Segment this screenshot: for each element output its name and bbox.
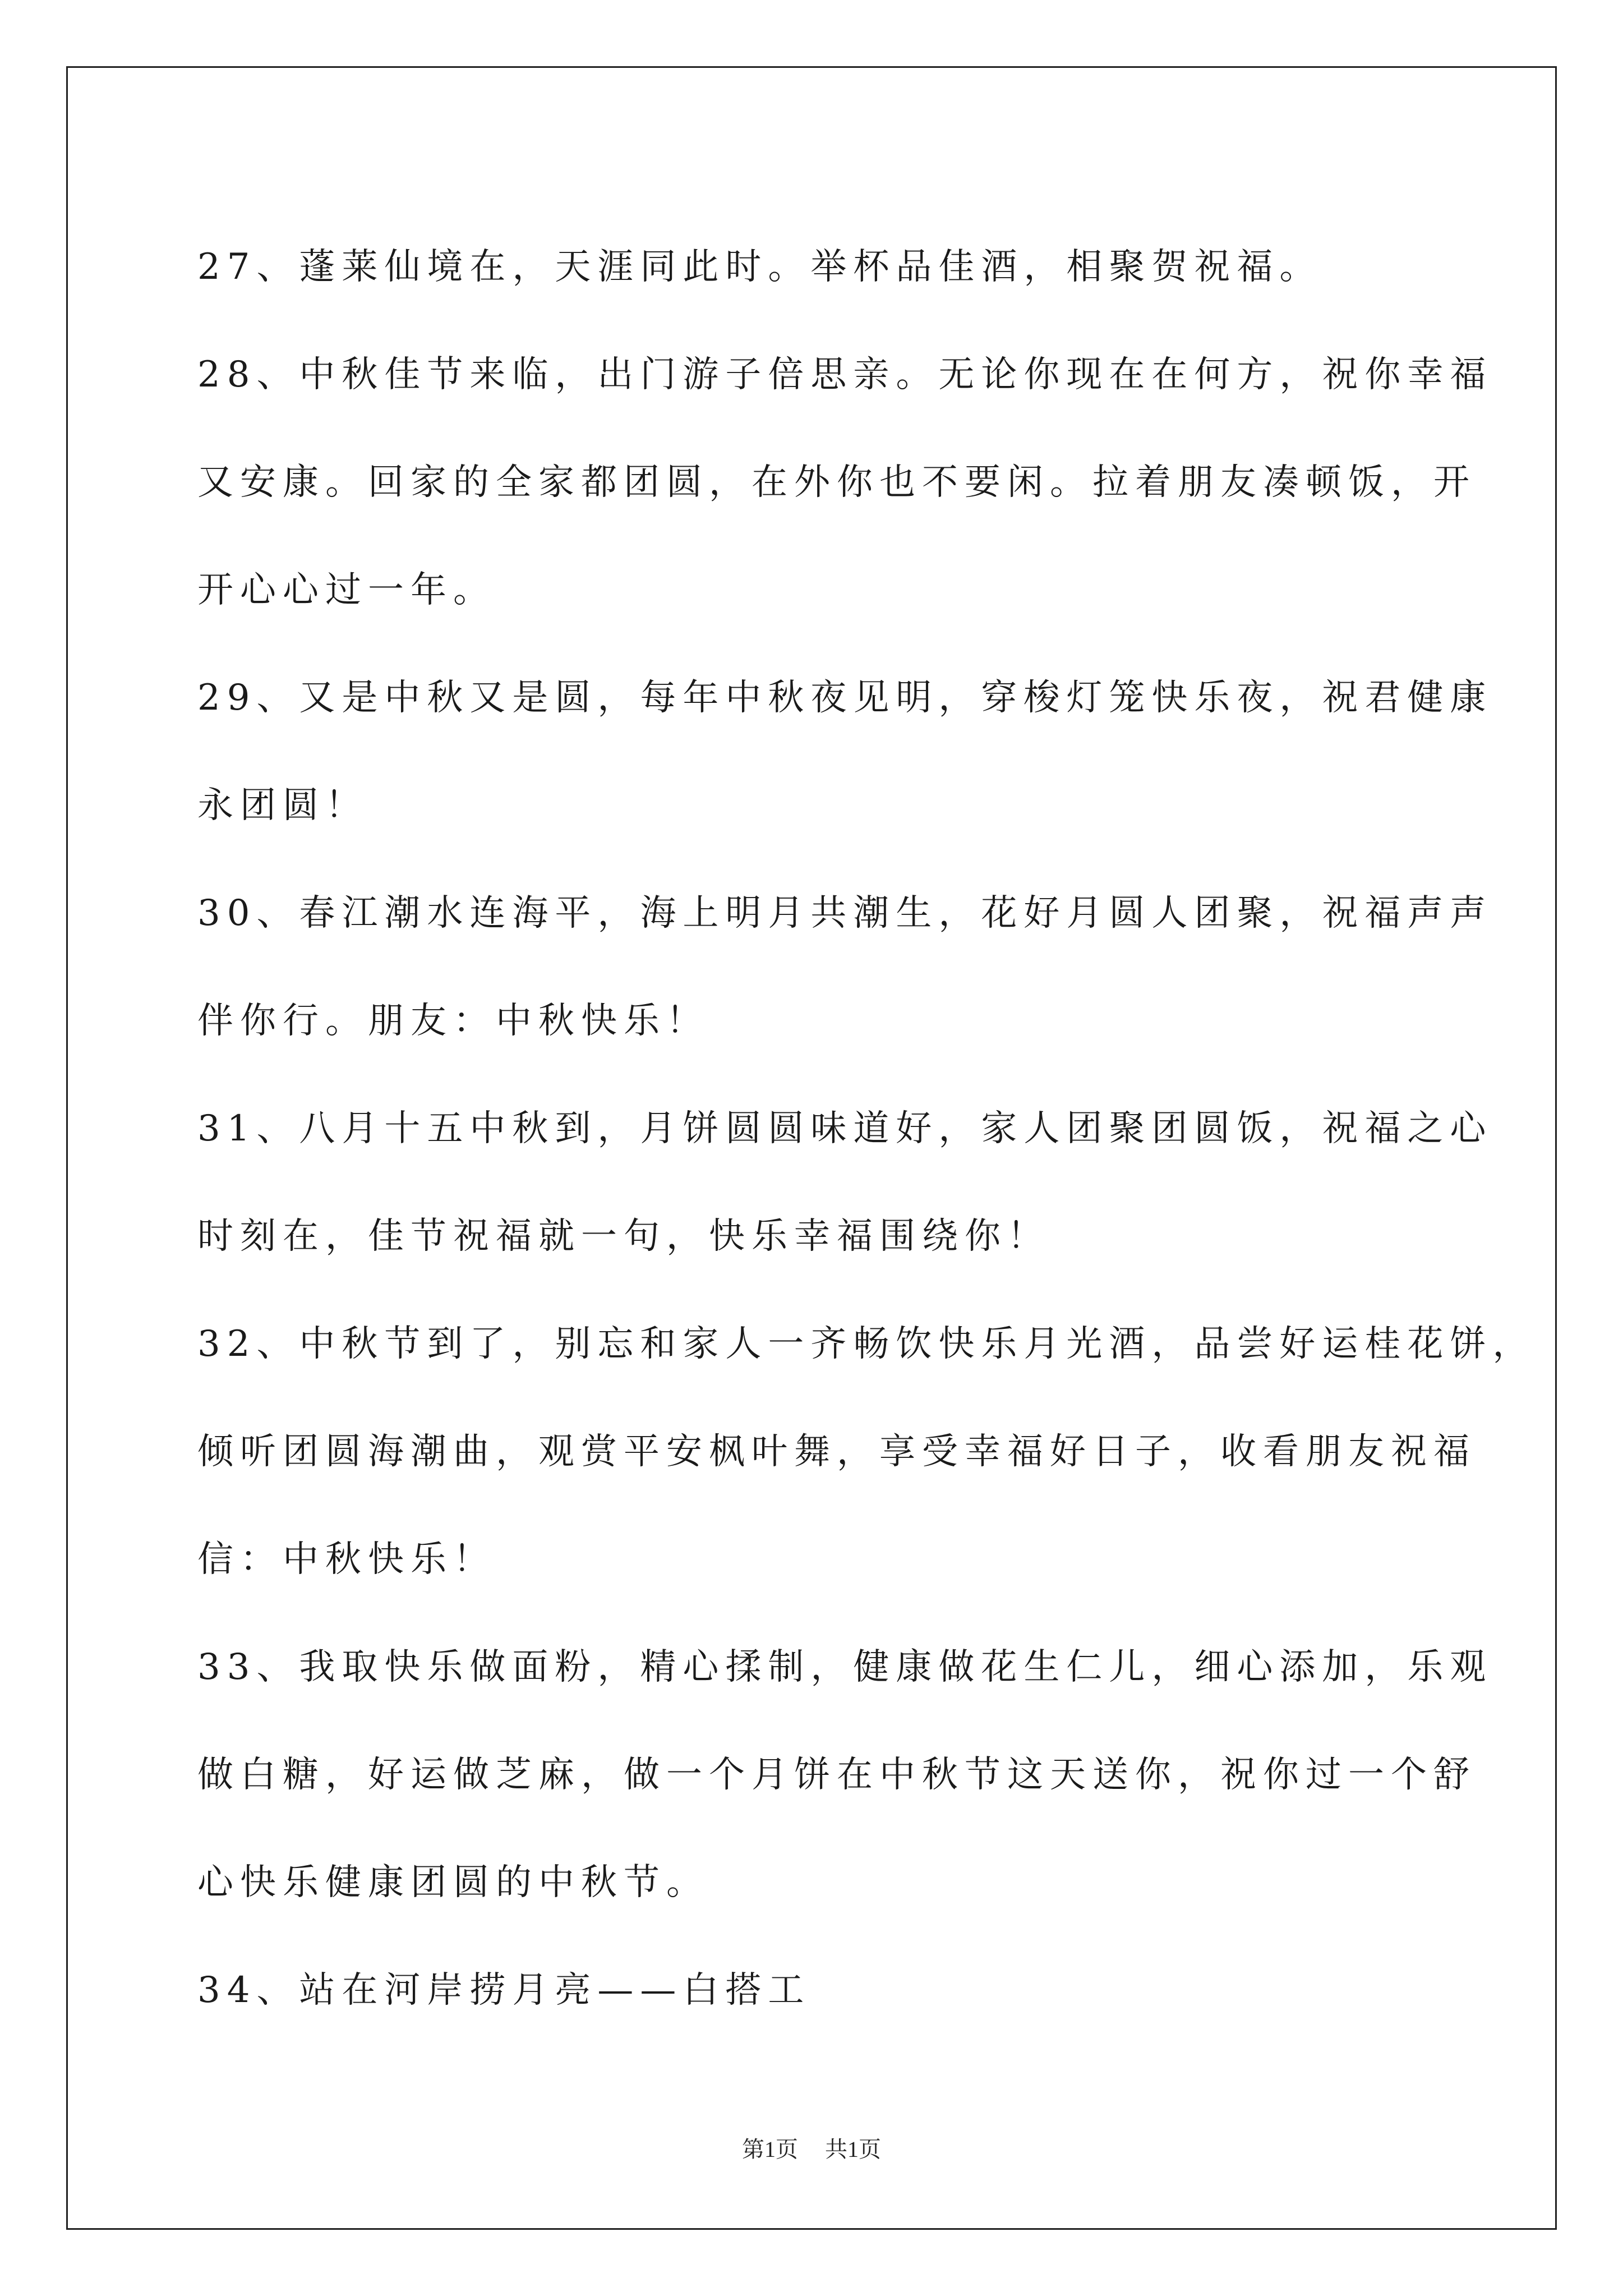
text-line: 伴你行。朋友：中秋快乐！: [197, 1000, 709, 1042]
text-line: 34、站在河岸捞月亮——白搭工: [197, 1970, 811, 2011]
page-number: 第1页: [742, 2137, 798, 2162]
document-body: [197, 213, 1536, 2044]
page-footer: [0, 2132, 1623, 2164]
text-line: 信：中秋快乐！: [197, 1539, 496, 1580]
text-line: 时刻在，佳节祝福就一句，快乐幸福围绕你！: [197, 1216, 1050, 1257]
text-line: 28、中秋佳节来临，出门游子倍思亲。无论你现在在何方，祝你幸福: [197, 354, 1493, 395]
page-total: 共1页: [825, 2137, 881, 2162]
text-line: 29、又是中秋又是圆，每年中秋夜见明，穿梭灯笼快乐夜，祝君健康: [197, 677, 1493, 719]
text-line: 33、我取快乐做面粉，精心揉制，健康做花生仁儿，细心添加，乐观: [197, 1646, 1493, 1688]
text-line: 开心心过一年。: [197, 569, 496, 611]
text-line: 27、蓬莱仙境在，天涯同此时。举杯品佳酒，相聚贺祝福。: [197, 246, 1322, 288]
text-line: 30、春江潮水连海平，海上明月共潮生，花好月圆人团聚，祝福声声: [197, 892, 1493, 934]
text-line: 心快乐健康团圆的中秋节。: [197, 1862, 709, 1903]
text-line: 32、中秋节到了，别忘和家人一齐畅饮快乐月光酒，品尝好运桂花饼，: [197, 1323, 1536, 1365]
text-line: 31、八月十五中秋到，月饼圆圆味道好，家人团聚团圆饭，祝福之心: [197, 1108, 1493, 1149]
text-line: 做白糖，好运做芝麻，做一个月饼在中秋节这天送你，祝你过一个舒: [197, 1754, 1476, 1796]
text-line: 又安康。回家的全家都团圆，在外你也不要闲。拉着朋友凑顿饭，开: [197, 462, 1476, 503]
text-line: 倾听团圆海潮曲，观赏平安枫叶舞，享受幸福好日子，收看朋友祝福: [197, 1431, 1476, 1473]
text-line: 永团圆！: [197, 785, 368, 826]
